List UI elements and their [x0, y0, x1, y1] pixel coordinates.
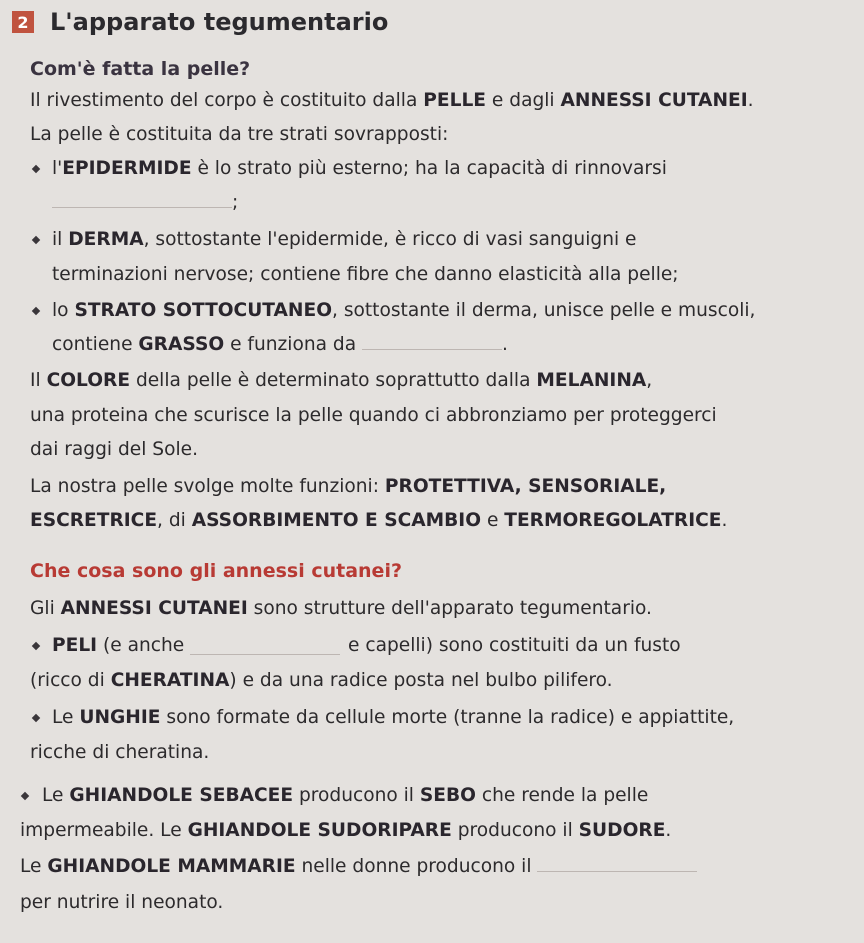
- section-heading-annessi: Che cosa sono gli annessi cutanei?: [30, 560, 402, 582]
- annessi-intro: Gli ANNESSI CUTANEI sono strutture dell'apparato tegumentario.: [30, 598, 652, 619]
- bullet-icon: [32, 307, 40, 315]
- bullet-sottocutaneo: lo STRATO SOTTOCUTANEO, sottostante il derma, unisce pelle e muscoli,: [52, 300, 756, 321]
- bullet-icon: [32, 714, 40, 722]
- fill-in-blank[interactable]: [190, 654, 340, 655]
- bullet-peli: PELI (e anche: [52, 635, 185, 656]
- bullet-ghiandole-line-4: per nutrire il neonato.: [20, 892, 224, 913]
- bullet-ghiandole: Le GHIANDOLE SEBACEE producono il SEBO che rende la pelle: [42, 785, 649, 806]
- funzioni-line-2: ESCRETRICE, di ASSORBIMENTO E SCAMBIO e TERMOREGOLATRICE.: [30, 510, 728, 531]
- title-row: [12, 8, 388, 36]
- section-heading-pelle: Com'è fatta la pelle?: [30, 58, 251, 80]
- bullet-ghiandole-line-2: impermeabile. Le GHIANDOLE SUDORIPARE producono il SUDORE.: [20, 820, 672, 841]
- bullet-epidermide: l'EPIDERMIDE è lo strato più esterno; ha la capacità di rinnovarsi: [52, 158, 667, 179]
- colore-line-3: dai raggi del Sole.: [30, 439, 199, 460]
- funzioni-line-1: La nostra pelle svolge molte funzioni: PROTETTIVA, SENSORIALE,: [30, 476, 667, 497]
- bullet-peli-line-2: (ricco di CHERATINA) e da una radice posta nel bulbo pilifero.: [30, 670, 613, 691]
- bullet-sottocutaneo-line-2: contiene GRASSO e funziona da .: [52, 334, 508, 355]
- bullet-peli-cont: e capelli) sono costituiti da un fusto: [348, 635, 681, 656]
- colore-line-1: Il COLORE della pelle è determinato soprattutto dalla MELANINA,: [30, 370, 653, 391]
- bullet-ghiandole-line-3: Le GHIANDOLE MAMMARIE nelle donne producono il: [20, 858, 697, 877]
- bullet-icon: [32, 165, 40, 173]
- intro-line-2: La pelle è costituita da tre strati sovrapposti:: [30, 124, 449, 145]
- colore-line-2: una proteina che scurisce la pelle quando ci abbronziamo per proteggerci: [30, 405, 717, 426]
- bullet-icon: [32, 642, 40, 650]
- bullet-epidermide-line-2: ;: [52, 194, 238, 213]
- bullet-icon: [21, 792, 29, 800]
- bullet-unghie: Le UNGHIE sono formate da cellule morte (tranne la radice) e appiattite,: [52, 707, 735, 728]
- intro-line-1: Il rivestimento del corpo è costituito dalla PELLE e dagli ANNESSI CUTANEI.: [30, 90, 754, 111]
- bullet-derma-line-2: terminazioni nervose; contiene fibre che danno elasticità alla pelle;: [52, 264, 679, 285]
- bullet-icon: [32, 236, 40, 244]
- bullet-unghie-line-2: ricche di cheratina.: [30, 742, 210, 763]
- fill-in-blank[interactable]: [52, 207, 232, 208]
- bullet-derma: il DERMA, sottostante l'epidermide, è ricco di vasi sanguigni e: [52, 229, 637, 250]
- fill-in-blank[interactable]: [537, 871, 697, 872]
- section-number-badge: 2: [12, 11, 34, 33]
- page-title: L'apparato tegumentario: [50, 8, 389, 36]
- fill-in-blank[interactable]: [362, 349, 502, 350]
